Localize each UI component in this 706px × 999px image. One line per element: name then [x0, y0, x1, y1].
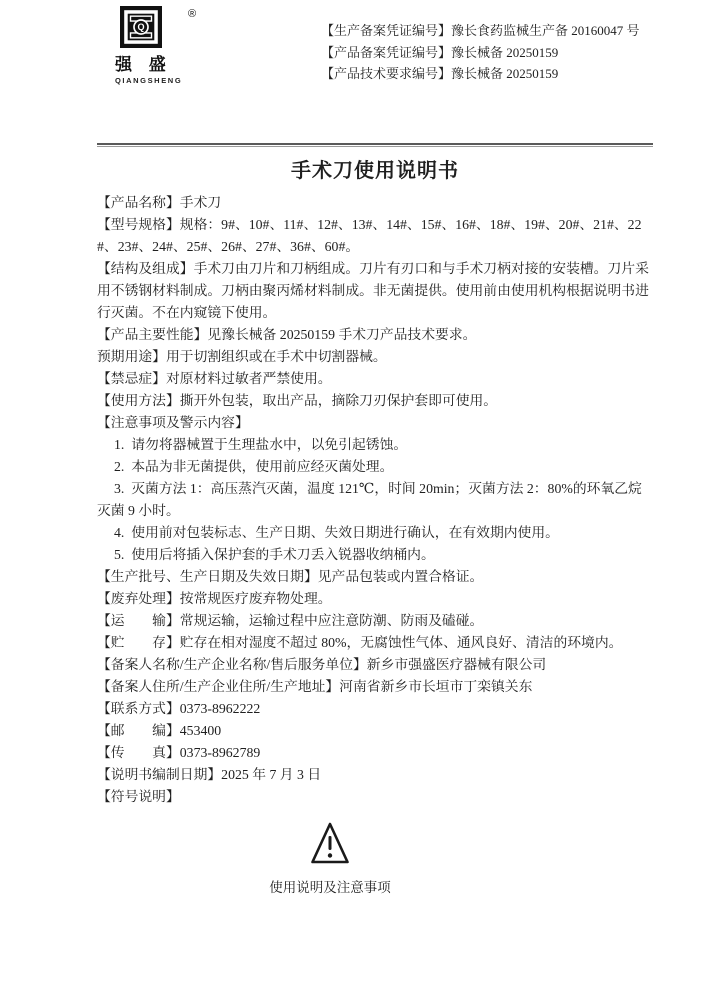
header-divider	[97, 143, 653, 147]
paragraph: 【传 真】0373-8962789	[97, 745, 261, 760]
paragraph: 【符号说明】	[97, 789, 180, 804]
qiangsheng-logo	[115, 6, 197, 85]
logo-latin-name: QIANGSHENG	[115, 76, 183, 85]
production-record-number: 【生产备案凭证编号】豫长食药监械生产备 20160047 号	[321, 23, 640, 38]
paragraph: 【备案人名称/生产企业名称/售后服务单位】新乡市强盛医疗器械有限公司	[97, 657, 547, 672]
list-item: 5. 使用后将插入保护套的手术刀丢入锐器收纳桶内。	[114, 547, 435, 562]
svg-text:Q: Q	[137, 22, 145, 33]
symbol-explanation	[52, 821, 608, 898]
list-item: 4. 使用前对包装标志、生产日期、失效日期进行确认，在有效期内使用。	[114, 525, 559, 540]
paragraph: 【注意事项及警示内容】	[97, 415, 249, 430]
page-content	[97, 0, 653, 898]
list-item: 2. 本品为非无菌提供，使用前应经灭菌处理。	[114, 459, 394, 474]
paragraph: 【备案人住所/生产企业住所/生产地址】河南省新乡市长垣市丁栾镇关东	[97, 679, 533, 694]
body	[97, 192, 653, 808]
paragraph: 【产品名称】手术刀	[97, 195, 222, 210]
symbol-caption: 使用说明及注意事项	[269, 880, 391, 895]
paragraph: 【禁忌症】对原材料过敏者严禁使用。	[97, 371, 332, 386]
list-item: 1. 请勿将器械置于生理盐水中，以免引起锈蚀。	[114, 437, 408, 452]
registered-trademark-icon: ®	[188, 8, 197, 20]
paragraph: 【邮 编】453400	[97, 723, 222, 738]
paragraph: 【运 输】常规运输，运输过程中应注意防潮、防雨及磕碰。	[97, 613, 484, 628]
logo-chinese-name: 强 盛	[115, 55, 172, 74]
paragraph: 【贮 存】贮存在相对湿度不超过 80%，无腐蚀性气体、通风良好、清洁的环境内。	[97, 635, 623, 650]
paragraph: 【说明书编制日期】2025 年 7 月 3 日	[97, 767, 322, 782]
paragraph: 【产品主要性能】见豫长械备 20250159 手术刀产品技术要求。	[97, 327, 477, 342]
paragraph: 【型号规格】规格：9#、10#、11#、12#、13#、14#、15#、16#、18#、19#、20#、21#、22#、23#、24#、25#、26#、27#、36#、60#。	[97, 217, 642, 254]
paragraph: 【联系方式】0373-8962222	[97, 701, 261, 716]
paragraph: 【废弃处理】按常规医疗废弃物处理。	[97, 591, 332, 606]
paragraph: 【使用方法】撕开外包装，取出产品，摘除刀刃保护套即可使用。	[97, 393, 498, 408]
paragraph: 【生产批号、生产日期及失效日期】见产品包装或内置合格证。	[97, 569, 484, 584]
paragraph: 预期用途】用于切割组织或在手术中切割器械。	[97, 349, 387, 364]
page-title: 手术刀使用说明书	[291, 160, 459, 182]
paragraph: 【结构及组成】手术刀由刀片和刀柄组成。刀片有刃口和与手术刀柄对接的安装槽。刀片采用不锈钢材料制成。刀柄由聚丙烯材料制成。非无菌提供。使用前由使用机构根据说明书进行灭菌。不在内窥镜下使用。	[97, 261, 649, 320]
warning-triangle-icon	[310, 821, 350, 867]
product-record-number: 【产品备案凭证编号】豫长械备 20250159	[321, 44, 559, 60]
page-header	[97, 0, 653, 147]
qiangsheng-logo-icon	[120, 6, 197, 48]
registration-numbers	[321, 20, 640, 85]
technical-requirement-number: 【产品技术要求编号】豫长械备 20250159	[321, 66, 559, 81]
list-item: 3. 灭菌方法 1：高压蒸汽灭菌，温度 121℃，时间 20min；灭菌方法 2：80%的环氧乙烷灭菌 9 小时。	[97, 481, 642, 518]
